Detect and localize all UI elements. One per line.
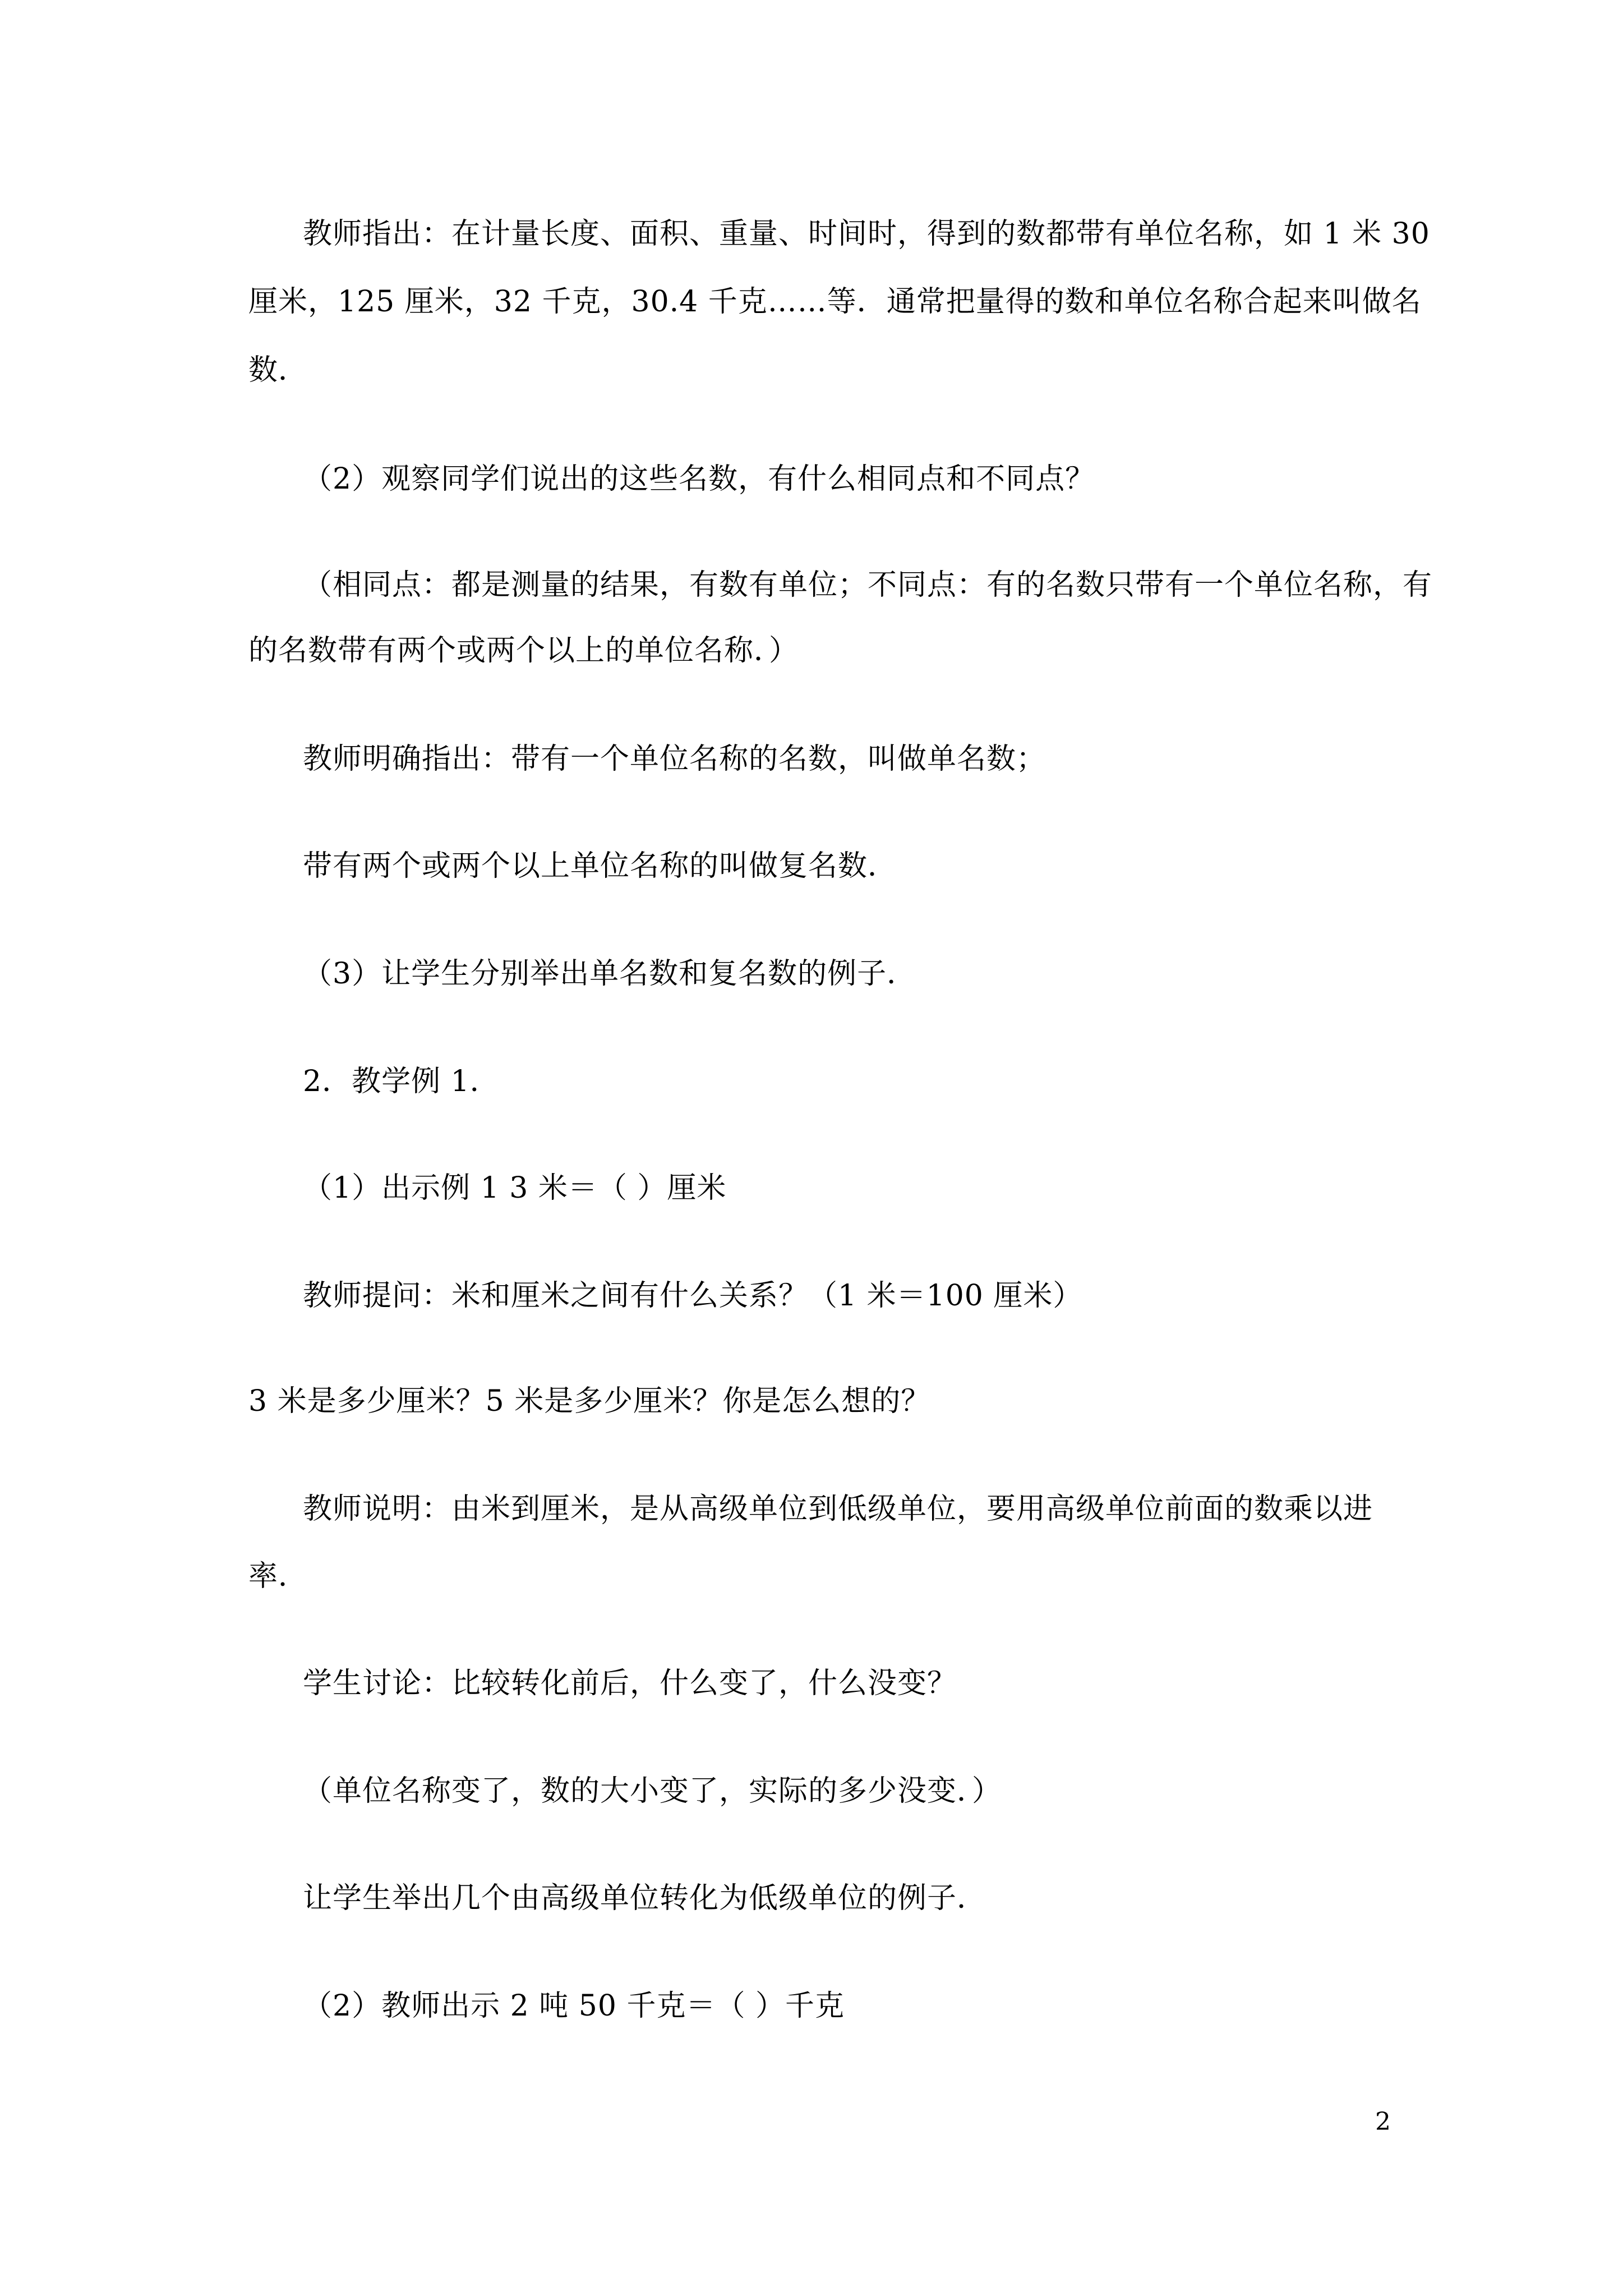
page-number: 2 (1375, 2108, 1391, 2136)
paragraph-line: 让学生举出几个由高级单位转化为低级单位的例子． (303, 1881, 987, 1915)
paragraph-line: 数． (248, 353, 308, 387)
paragraph-line: （相同点：都是测量的结果，有数有单位；不同点：有的名数只带有一个单位名称，有 (303, 568, 1433, 602)
paragraph-line: 的名数带有两个或两个以上的单位名称．） (248, 634, 799, 668)
paragraph-line: （单位名称变了，数的大小变了，实际的多少没变．） (303, 1774, 1002, 1808)
paragraph-line: 教师指出：在计量长度、面积、重量、时间时，得到的数都带有单位名称，如 1 米 30 (303, 217, 1430, 251)
paragraph-line: 2．教学例 1． (303, 1065, 500, 1098)
paragraph-line: （1）出示例 1 3 米＝（ ）厘米 (303, 1171, 727, 1205)
paragraph-line: 厘米，125 厘米，32 千克，30.4 千克……等．通常把量得的数和单位名称合起来叫做名 (248, 285, 1422, 319)
paragraph-line: （2）观察同学们说出的这些名数，有什么相同点和不同点？ (303, 462, 1095, 496)
paragraph-line: 带有两个或两个以上单位名称的叫做复名数． (303, 849, 898, 883)
paragraph-line: 3 米是多少厘米？5 米是多少厘米？你是怎么想的？ (248, 1384, 931, 1418)
paragraph-line: 率． (248, 1559, 308, 1593)
paragraph-line: （3）让学生分别举出单名数和复名数的例子． (303, 957, 917, 991)
paragraph-line: 学生讨论：比较转化前后，什么变了，什么没变？ (303, 1667, 957, 1700)
paragraph-line: 教师提问：米和厘米之间有什么关系？（1 米＝100 厘米） (303, 1279, 1083, 1313)
paragraph-line: （2）教师出示 2 吨 50 千克＝（ ）千克 (303, 1989, 845, 2023)
paragraph-line: 教师明确指出：带有一个单位名称的名数，叫做单名数； (303, 742, 1046, 776)
paragraph-line: 教师说明：由米到厘米，是从高级单位到低级单位，要用高级单位前面的数乘以进 (303, 1492, 1373, 1526)
